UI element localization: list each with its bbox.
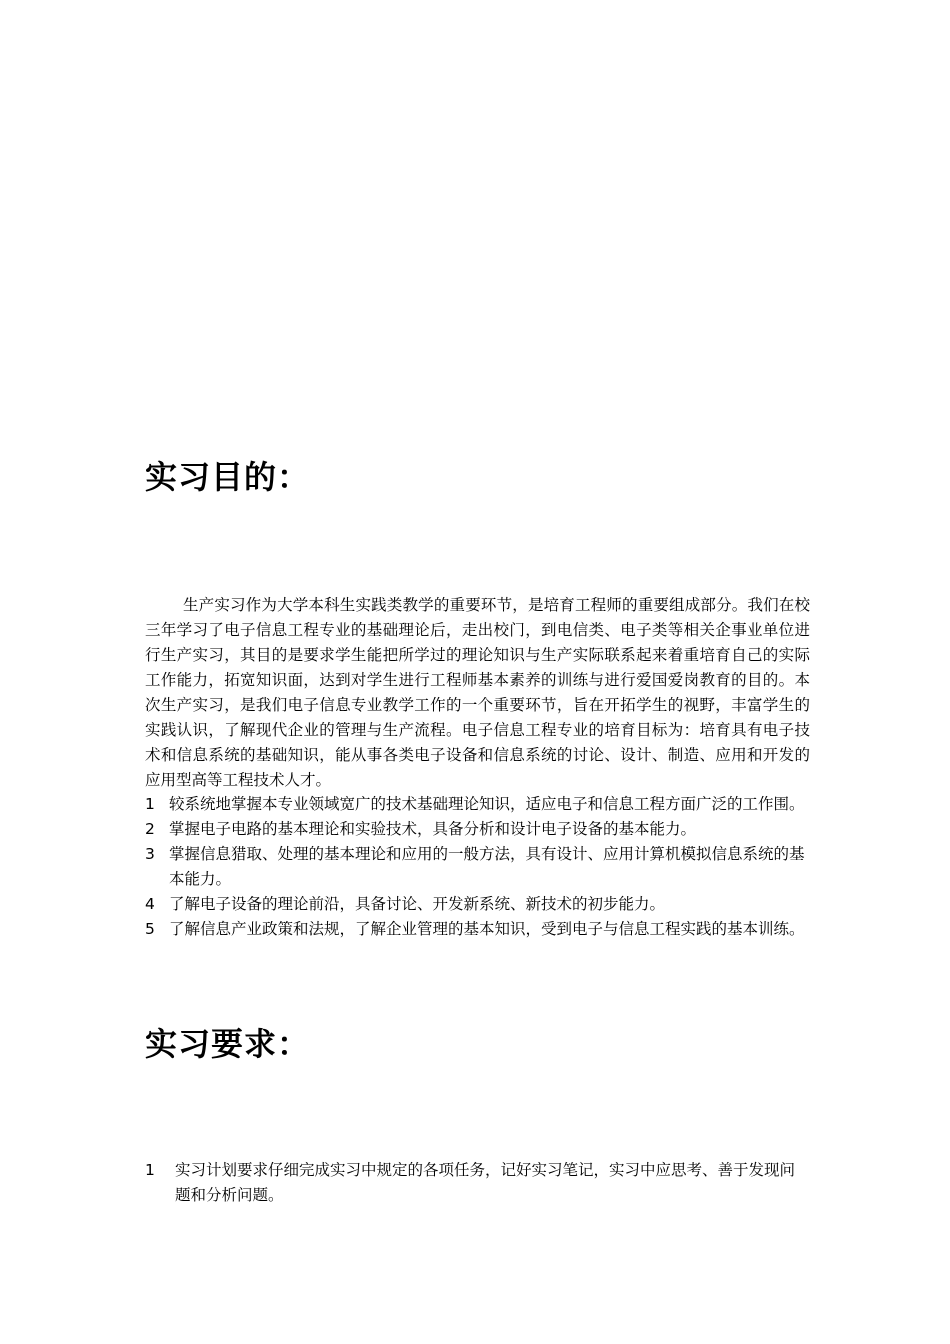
list-item <box>145 817 810 842</box>
list-item <box>145 792 810 817</box>
list-item-text: 掌握信息猎取、处理的基本理论和应用的一般方法，具有设计、应用计算机模拟信息系统的基本能力。 <box>169 845 805 888</box>
list-item-number: 1 <box>145 1161 155 1179</box>
training-goals-list <box>145 792 810 942</box>
intro-paragraph: 生产实习作为大学本科生实践类教学的重要环节，是培育工程师的重要组成部分。我们在校三年学习了电子信息工程专业的基础理论后，走出校门，到电信类、电子类等相关企事业单位进行生产实习，其目的是要求学生能把所学过的理论知识与生产实际联系起来着重培育自己的实际工作能力，拓宽知识面，达到对学生进行工程师基本素养的训练与进行爱国爱岗教育的目的。本次生产实习，是我们电子信息专业教学工作的一个重要环节，旨在开拓学生的视野，丰富学生的实践认识，了解现代企业的管理与生产流程。电子信息工程专业的培育目标为：培育具有电子技术和信息系统的基础知识，能从事各类电子设备和信息系统的讨论、设计、制造、应用和开发的应用型高等工程技术人才。 <box>145 596 810 789</box>
requirements-list <box>145 1158 810 1208</box>
list-item <box>145 892 810 917</box>
list-item-text: 掌握电子电路的基本理论和实验技术，具备分析和设计电子设备的基本能力。 <box>169 820 697 838</box>
list-item-text: 了解电子设备的理论前沿，具备讨论、开发新系统、新技术的初步能力。 <box>169 895 666 913</box>
list-item-number: 3 <box>145 845 155 863</box>
list-item <box>145 1158 810 1208</box>
section-heading-requirements: 实习要求： <box>145 1025 311 1063</box>
list-item-text: 了解信息产业政策和法规，了解企业管理的基本知识，受到电子与信息工程实践的基本训练。 <box>169 920 805 938</box>
list-item <box>145 842 810 892</box>
list-item <box>145 917 810 942</box>
list-item-number: 2 <box>145 820 155 838</box>
list-item-number: 5 <box>145 920 155 938</box>
list-item-number: 1 <box>145 795 155 813</box>
list-item-text: 实习计划要求仔细完成实习中规定的各项任务，记好实习笔记，实习中应思考、善于发现问题和分析问题。 <box>175 1161 796 1204</box>
list-item-number: 4 <box>145 895 155 913</box>
section-heading-purpose: 实习目的： <box>145 458 311 496</box>
list-item-text: 较系统地掌握本专业领域宽广的技术基础理论知识，适应电子和信息工程方面广泛的工作围。 <box>169 795 805 813</box>
